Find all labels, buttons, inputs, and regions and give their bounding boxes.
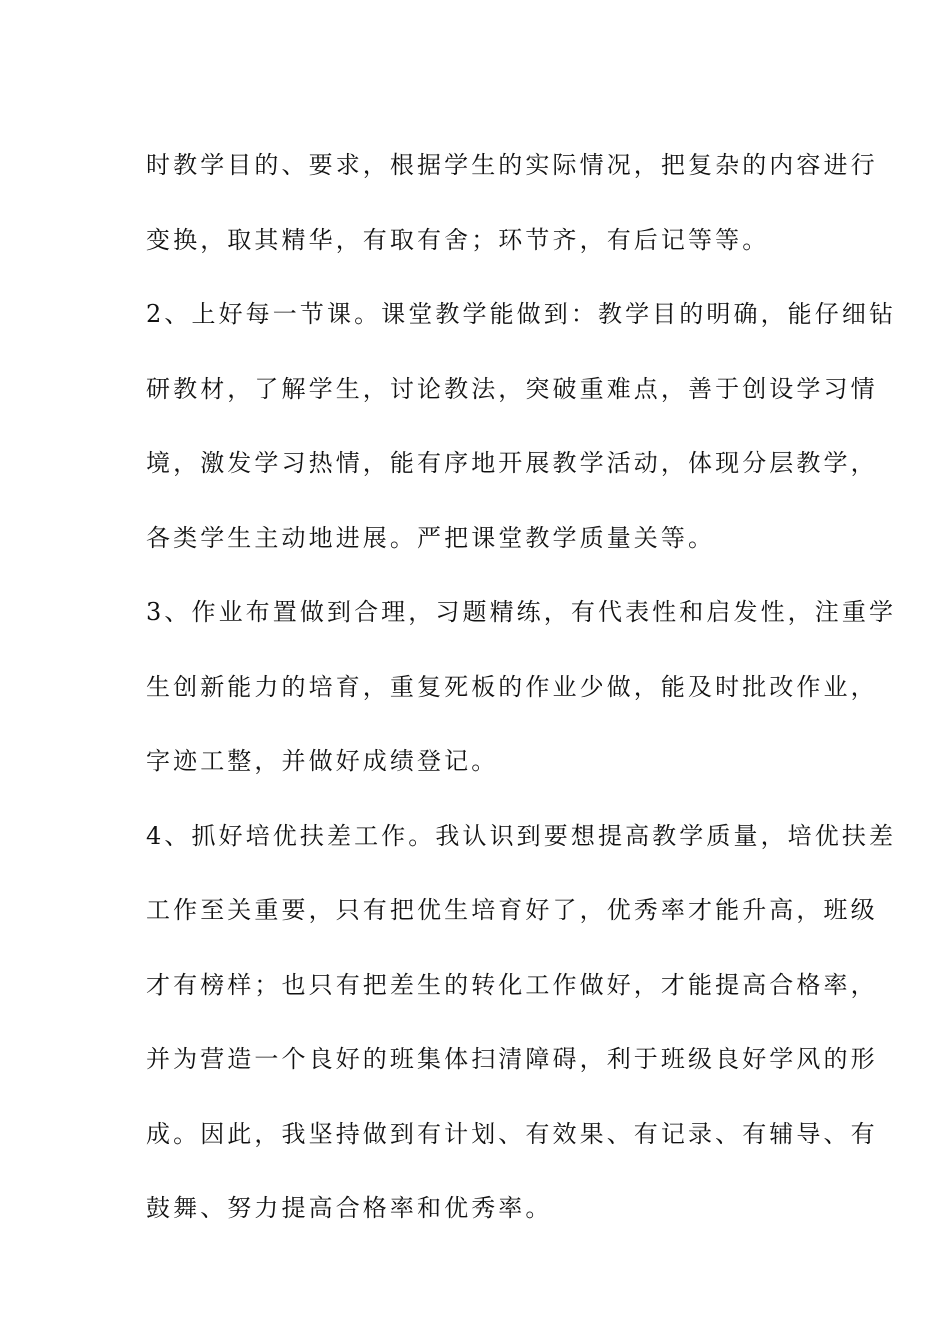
text-line: 各类学生主动地进展。严把课堂教学质量关等。 <box>146 523 716 552</box>
text-line: 成。因此，我坚持做到有计划、有效果、有记录、有辅导、有 <box>146 1119 878 1148</box>
text-line: 3、作业布置做到合理，习题精练，有代表性和启发性，注重学 <box>146 598 897 626</box>
text-line: 境，激发学习热情，能有序地开展教学活动，体现分层教学， <box>146 449 878 477</box>
text-line: 变换，取其精华，有取有舍；环节齐，有后记等等。 <box>146 225 770 254</box>
text-line: 鼓舞、努力提高合格率和优秀率。 <box>146 1194 553 1222</box>
text-line: 时教学目的、要求，根据学生的实际情况，把复杂的内容进行 <box>146 151 878 179</box>
text-line: 2、上好每一节课。课堂教学能做到：教学目的明确，能仔细钻 <box>146 300 897 328</box>
text-line: 字迹工整，并做好成绩登记。 <box>146 747 499 775</box>
text-line: 并为营造一个良好的班集体扫清障碍，利于班级良好学风的形 <box>146 1045 878 1073</box>
text-line: 研教材，了解学生，讨论教法，突破重难点，善于创设学习情 <box>146 374 878 403</box>
text-line: 才有榜样；也只有把差生的转化工作做好，才能提高合格率， <box>146 970 878 999</box>
text-line: 生创新能力的培育，重复死板的作业少做，能及时批改作业， <box>146 672 878 701</box>
text-line: 工作至关重要，只有把优生培育好了，优秀率才能升高，班级 <box>146 896 878 924</box>
text-line: 4、抓好培优扶差工作。我认识到要想提高教学质量，培优扶差 <box>146 821 897 850</box>
body-text <box>146 128 897 1246</box>
